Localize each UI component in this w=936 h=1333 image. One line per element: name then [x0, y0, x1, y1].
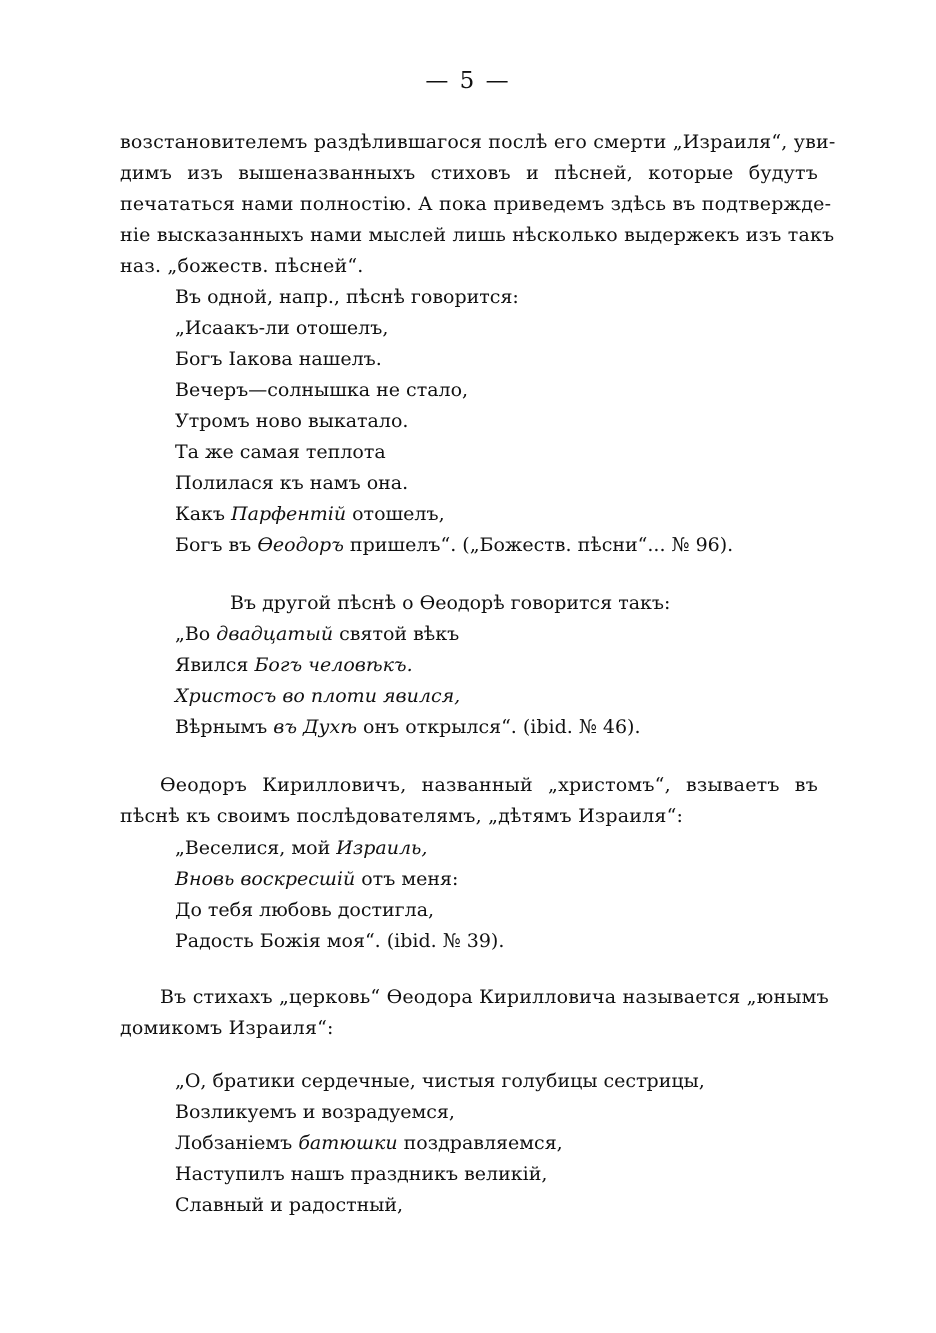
- emphasis-phrase: въ Духѣ: [273, 716, 357, 738]
- emphasis-phrase: Богъ человѣкъ.: [254, 654, 413, 676]
- verse-block-4: [175, 1066, 705, 1221]
- verse-text: „Веселися, мой: [175, 837, 337, 859]
- verse-line: „Исаакъ-ли отошелъ,: [175, 317, 389, 339]
- verse-line: Вечеръ—солнышка не стало,: [175, 379, 469, 401]
- verse-line: Радость Божія моя“. (ibid. № 39).: [175, 930, 505, 952]
- text-line: ніе высказанныхъ нами мыслей лишь нѣсколько выдержекъ изъ такъ: [120, 224, 835, 246]
- verse-line: [175, 530, 733, 561]
- emphasis-word: батюшки: [298, 1132, 398, 1154]
- verse-line: „О, братики сердечные, чистыя голубицы сестрицы,: [175, 1070, 705, 1092]
- verse-text: Явился: [175, 654, 255, 676]
- emphasis-word: двадцатый: [216, 623, 334, 645]
- verse-text: пришелъ“. („Божеств. пѣсни“... № 96).: [343, 534, 734, 556]
- verse-line: Наступилъ нашъ праздникъ великій,: [175, 1163, 548, 1185]
- verse-text: онъ открылся“. (ibid. № 46).: [357, 716, 641, 738]
- verse-line: Утромъ ново выкатало.: [175, 410, 409, 432]
- verse-intro: Въ другой пѣснѣ о Өеодорѣ говорится такъ:: [230, 592, 671, 614]
- intro-paragraph: [120, 127, 836, 282]
- verse-text: Вѣрнымъ: [175, 716, 274, 738]
- verse-text: Богъ въ: [175, 534, 258, 556]
- page-number: — 5 —: [425, 68, 511, 94]
- verse-line: [175, 650, 670, 681]
- verse-block-3: [175, 833, 504, 957]
- verse-text: Какъ: [175, 503, 232, 525]
- text-line: димъ изъ вышеназванныхъ стиховъ и пѣсней, которые будутъ: [120, 162, 818, 184]
- text-line: возстановителемъ раздѣлившагося послѣ его смерти „Израиля“, уви-: [120, 131, 836, 153]
- verse-line: Богъ Іакова нашелъ.: [175, 348, 382, 370]
- emphasis-name: Өеодоръ: [257, 534, 344, 556]
- verse-line: [175, 681, 670, 712]
- emphasis-name: Парфентій: [231, 503, 347, 525]
- verse-line: Славный и радостный,: [175, 1194, 404, 1216]
- text-line: Өеодоръ Кирилловичъ, названный „христомъ“, взываетъ въ: [160, 774, 818, 796]
- text-line: домикомъ Израиля“:: [120, 1017, 334, 1039]
- emphasis-name: Израиль,: [336, 837, 428, 859]
- verse-line: [175, 833, 504, 864]
- verse-line: [175, 619, 670, 650]
- verse-text: отошелъ,: [346, 503, 445, 525]
- emphasis-phrase: Христосъ во плоти явился,: [175, 685, 461, 707]
- text-line: пѣснѣ къ своимъ послѣдователямъ, „дѣтямъ Израиля“:: [120, 805, 684, 827]
- verse-block-2: [175, 588, 670, 743]
- verse-text: святой вѣкъ: [333, 623, 460, 645]
- verse-block-1: [175, 282, 733, 561]
- verse-line: [175, 864, 504, 895]
- verse-text: поздравляемся,: [397, 1132, 563, 1154]
- text-line: Въ стихахъ „церковь“ Өеодора Кирилловича называется „юнымъ: [160, 986, 829, 1008]
- emphasis-phrase: Вновь воскресшій: [175, 868, 356, 890]
- text-line: наз. „божеств. пѣсней“.: [120, 255, 364, 277]
- verse-line: До тебя любовь достигла,: [175, 899, 435, 921]
- paragraph-2: [120, 770, 818, 832]
- verse-line: Возликуемъ и возрадуемся,: [175, 1101, 455, 1123]
- verse-line: Полилася къ намъ она.: [175, 472, 409, 494]
- verse-line: Та же самая теплота: [175, 441, 386, 463]
- verse-line: [175, 712, 670, 743]
- verse-intro: Въ одной, напр., пѣснѣ говорится:: [175, 286, 519, 308]
- verse-text: „Во: [175, 623, 217, 645]
- verse-text: отъ меня:: [355, 868, 459, 890]
- text-line: печататься нами полностію. А пока приведемъ здѣсь въ подтвержде-: [120, 193, 832, 215]
- verse-line: [175, 499, 733, 530]
- verse-line: [175, 1128, 705, 1159]
- paragraph-3: [120, 982, 829, 1044]
- verse-text: Лобзаніемъ: [175, 1132, 299, 1154]
